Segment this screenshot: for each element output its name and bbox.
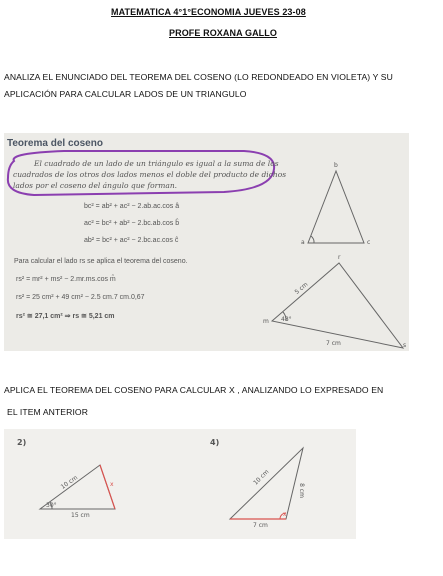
teacher-name: PROFE ROXANA GALLO [169, 28, 277, 38]
exercise-2-number: 2) [17, 438, 27, 447]
page-title: MATEMATICA 4°1°ECONOMIA JUEVES 23-08 [111, 7, 306, 17]
section-title: Teorema del coseno [7, 138, 103, 149]
formula-2: ac² = bc² + ab² − 2.bc.ab.cos b̂ [84, 220, 180, 227]
example-1: rs² = mr² + ms² − 2.mr.ms.cos m̂ [16, 276, 116, 283]
exercise-4-side-a: 10 cm [252, 468, 271, 487]
side-mr-label: 5 cm [293, 281, 310, 296]
statement-line-2: cuadrados de los otros dos lados menos el doble del producto de dichos [13, 170, 287, 179]
example-2: rs² = 25 cm² + 49 cm² − 2.5 cm.7 cm.0,67 [16, 294, 145, 301]
exercise-4-side-b: 8 cm [297, 483, 305, 498]
vertex-b: b [334, 162, 338, 169]
exercise-4-unknown: x [283, 511, 287, 518]
example-intro: Para calcular el lado rs se aplica el teorema del coseno. [14, 258, 188, 265]
exercise-4-number: 4) [210, 438, 220, 447]
exercise-2-unknown: x [110, 481, 114, 488]
exercise-2-side-a: 10 cm [59, 474, 80, 491]
formula-1: bc² = ab² + ac² − 2.ab.ac.cos â [84, 203, 180, 210]
statement-line-1: El cuadrado de un lado de un triángulo es igual a la suma de los [34, 159, 279, 168]
vertex-a: a [301, 239, 305, 246]
angle-label: 48° [281, 316, 292, 323]
formula-3: ab² = bc² + ac² − 2.bc.ac.cos ĉ [84, 237, 179, 244]
instruction-line-4: EL ITEM ANTERIOR [7, 407, 89, 417]
vertex-c: c [367, 239, 371, 246]
instruction-line-2: APLICACIÓN PARA CALCULAR LADOS DE UN TRIANGULO [4, 89, 247, 99]
example-3: rs² ≅ 27,1 cm² ⇒ rs ≅ 5,21 cm [16, 313, 115, 320]
vertex-m: m [263, 318, 269, 325]
vertex-r: r [338, 254, 341, 261]
instruction-line-1: ANALIZA EL ENUNCIADO DEL TEOREMA DEL COSENO (LO REDONDEADO EN VIOLETA) Y SU [4, 72, 393, 82]
vertex-s: s [403, 342, 407, 349]
instruction-line-3: APLICA EL TEOREMA DEL COSENO PARA CALCULAR X , ANALIZANDO LO EXPRESADO EN [4, 385, 384, 395]
textbook-image [4, 133, 409, 351]
exercise-2-side-b: 15 cm [71, 512, 90, 519]
exercise-4-side-c: 7 cm [253, 522, 268, 529]
side-ms-label: 7 cm [326, 340, 341, 347]
statement-line-3: lados por el coseno del ángulo que forman. [13, 181, 178, 190]
exercise-2-angle: 30° [46, 502, 57, 509]
exercises-image [4, 429, 356, 539]
